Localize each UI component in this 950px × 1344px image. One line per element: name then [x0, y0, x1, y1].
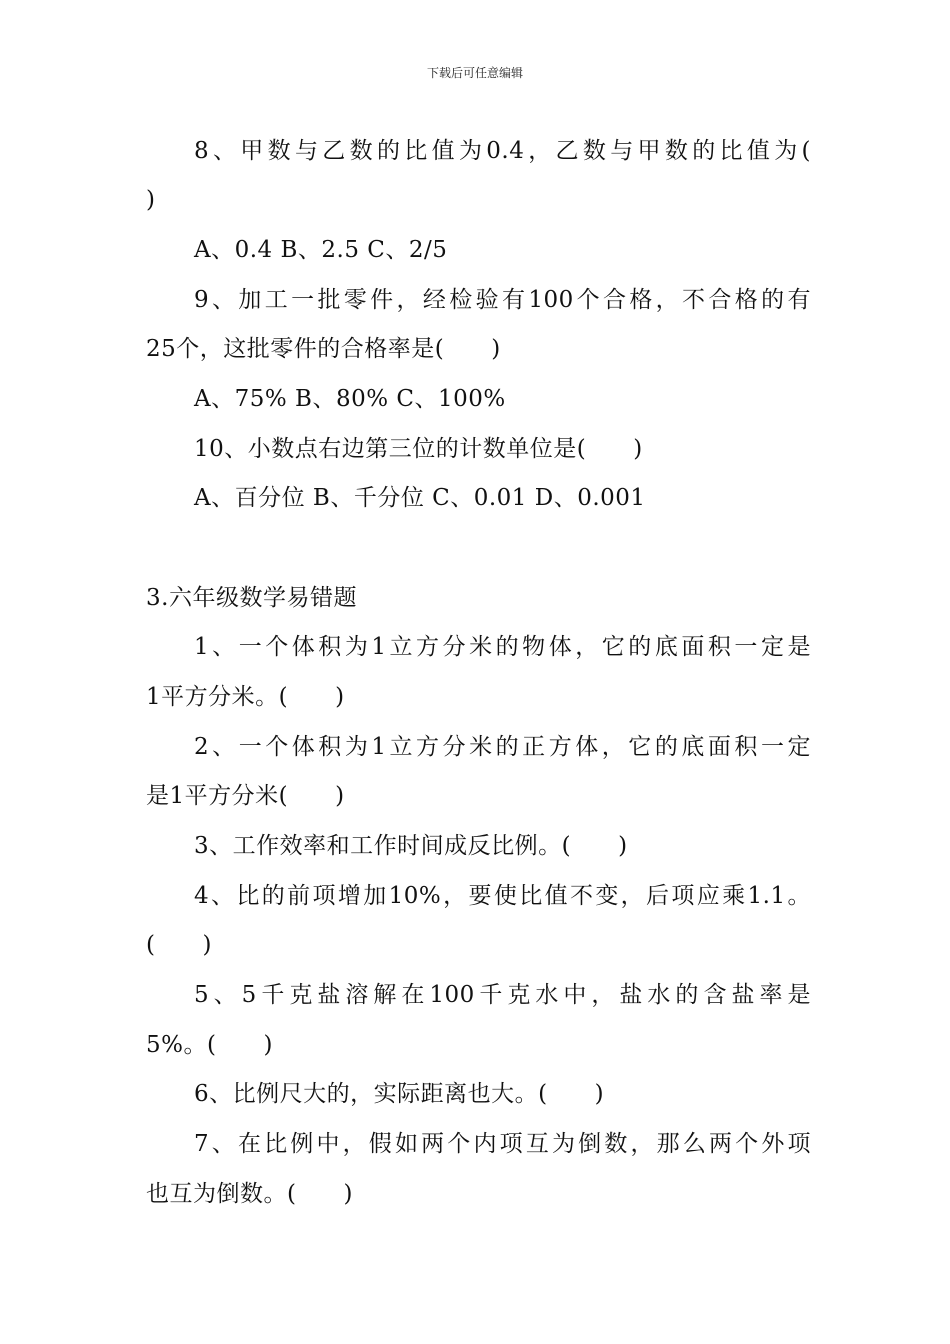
error-question-4: 4、比的前项增加10%，要使比值不变，后项应乘1.1。 — [194, 883, 811, 909]
error-question-7-continuation: 也互为倒数。( ) — [146, 1181, 353, 1207]
page-header: 下载后可任意编辑 — [426, 66, 523, 80]
question-9-continuation: 25个，这批零件的合格率是( ) — [146, 336, 501, 362]
question-8-options: A、0.4 B、2.5 C、2/5 — [194, 237, 448, 263]
error-question-5-continuation: 5%。( ) — [146, 1032, 273, 1058]
question-8-continuation: ) — [146, 187, 156, 213]
error-question-2: 2、一个体积为1立方分米的正方体，它的底面积一定 — [194, 734, 811, 760]
error-question-1-continuation: 1平方分米。( ) — [146, 684, 345, 710]
question-10-options: A、百分位 B、千分位 C、0.01 D、0.001 — [194, 485, 646, 511]
question-8: 8、甲数与乙数的比值为0.4，乙数与甲数的比值为( — [194, 138, 811, 164]
error-question-1: 1、一个体积为1立方分米的物体，它的底面积一定是 — [194, 634, 811, 660]
question-10: 10、小数点右边第三位的计数单位是( ) — [194, 436, 643, 462]
question-9-options: A、75% B、80% C、100% — [194, 386, 506, 412]
error-question-4-continuation: ( ) — [146, 932, 212, 958]
error-question-2-continuation: 是1平方分米( ) — [146, 783, 345, 809]
section-heading: 3.六年级数学易错题 — [146, 585, 357, 611]
error-question-5: 5、5千克盐溶解在100千克水中，盐水的含盐率是 — [194, 982, 811, 1008]
error-question-6: 6、比例尺大的，实际距离也大。( ) — [194, 1081, 605, 1107]
error-question-3: 3、工作效率和工作时间成反比例。( ) — [194, 833, 628, 859]
question-9: 9、加工一批零件，经检验有100个合格，不合格的有 — [194, 287, 811, 313]
error-question-7: 7、在比例中，假如两个内项互为倒数，那么两个外项 — [194, 1131, 811, 1157]
